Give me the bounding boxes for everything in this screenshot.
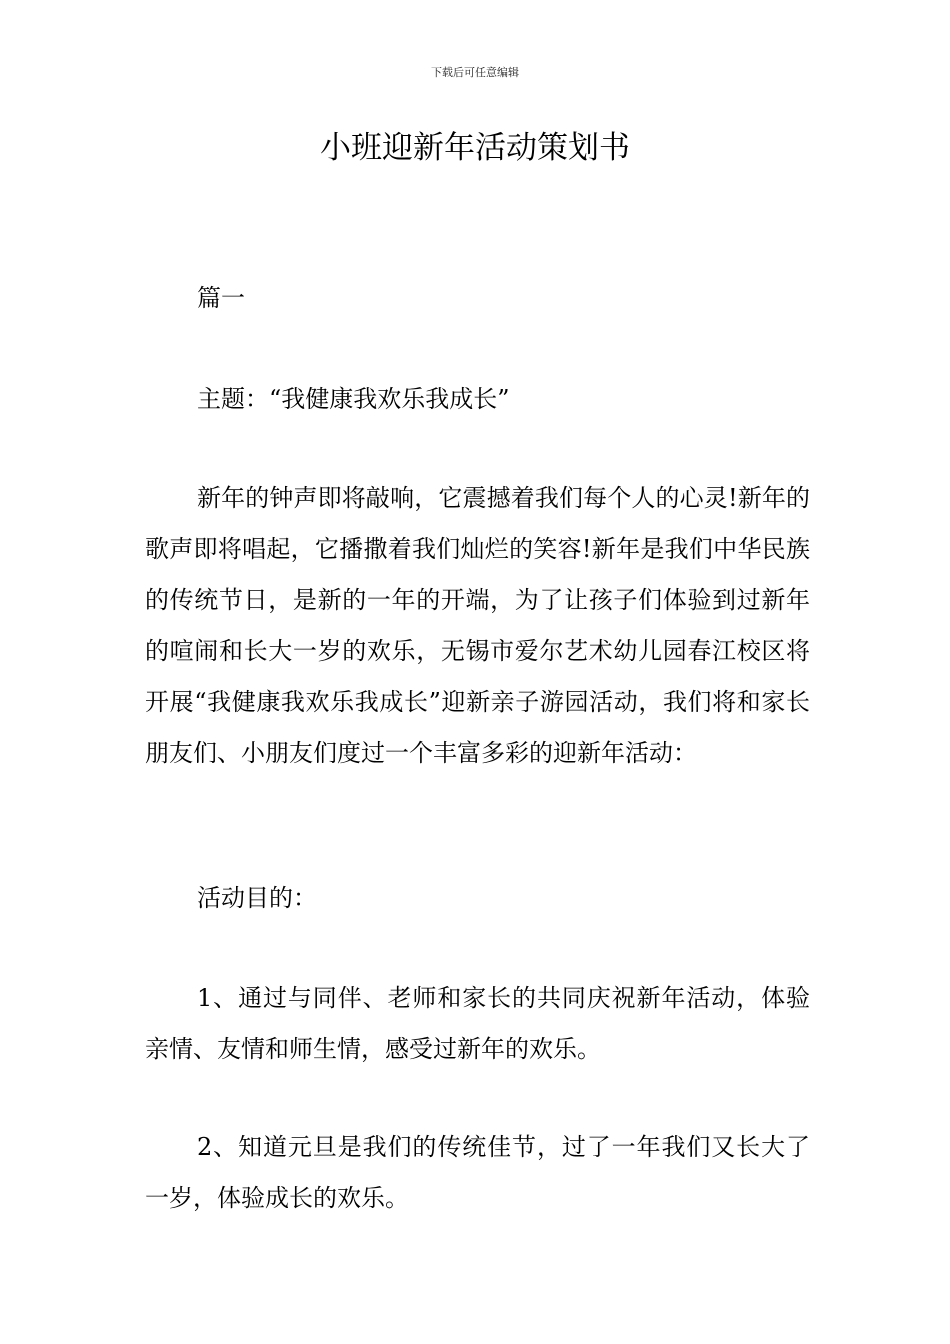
document-title: 小班迎新年活动策划书	[320, 130, 630, 166]
goal-item-1: 1、通过与同伴、老师和家长的共同庆祝新年活动，体验亲情、友情和师生情，感受过新年的欢乐。	[145, 984, 810, 1063]
goal-item-2: 2、知道元旦是我们的传统佳节，过了一年我们又长大了一岁，体验成长的欢乐。	[145, 1133, 810, 1212]
activity-goal-heading: 活动目的：	[197, 884, 317, 912]
theme-paragraph: 主题：“我健康我欢乐我成长”	[197, 385, 510, 413]
header-note: 下载后可任意编辑	[431, 66, 519, 79]
intro-paragraph: 新年的钟声即将敲响，它震撼着我们每个人的心灵!新年的歌声即将唱起，它播撒着我们灿烂的笑容!新年是我们中华民族的传统节日，是新的一年的开端，为了让孩子们体验到过新年的喧闹和长大一岁的欢乐，无锡市爱尔艺术幼儿园春江校区将开展“我健康我欢乐我成长”迎新亲子游园活动，我们将和家长朋友们、小朋友们度过一个丰富多彩的迎新年活动：	[145, 484, 810, 767]
section-label: 篇一	[197, 284, 245, 312]
